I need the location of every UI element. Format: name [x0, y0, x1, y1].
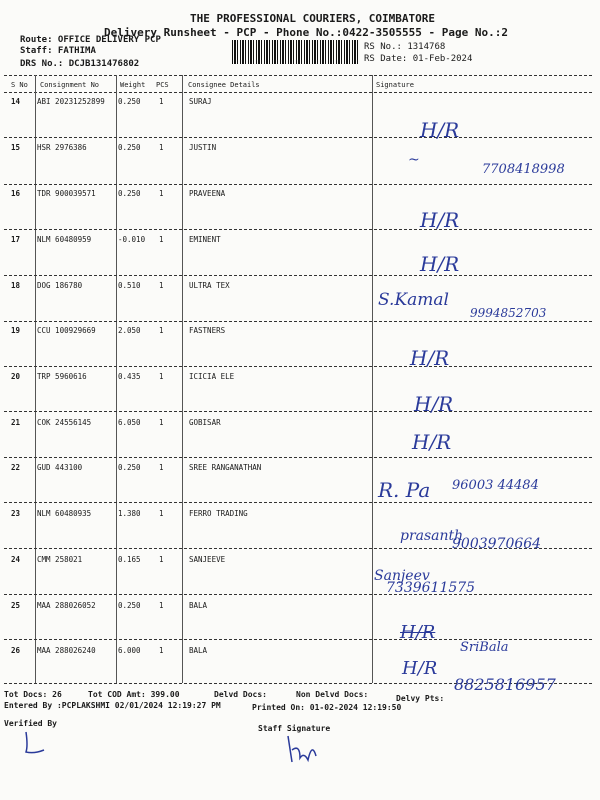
- row-sno: 19: [11, 326, 21, 335]
- signature-phone: 7708418998: [482, 162, 565, 177]
- row-pcs: 1: [159, 97, 164, 106]
- signature-name: Sanjeev: [374, 568, 430, 584]
- signature-phone: 9003970664: [452, 536, 542, 552]
- row-consignment: MAA 288026052: [37, 601, 96, 610]
- row-pcs: 1: [159, 235, 164, 244]
- row-pcs: 1: [159, 143, 164, 152]
- rs-date: RS Date: 01-Feb-2024: [364, 54, 473, 64]
- barcode: [232, 40, 358, 64]
- row-weight: 0.250: [118, 143, 141, 152]
- table-row: [0, 97, 600, 141]
- signature-phone: 8825816957: [454, 675, 556, 694]
- signature-hr: H/R: [410, 346, 450, 370]
- signature-phone: 7339611575: [386, 580, 476, 596]
- row-sno: 18: [11, 281, 21, 290]
- table-row: [0, 372, 600, 416]
- col-header-signature: Signature: [376, 81, 414, 89]
- row-pcs: 1: [159, 372, 164, 381]
- row-rule: [4, 594, 592, 595]
- table-row: [0, 555, 600, 599]
- row-weight: 0.510: [118, 281, 141, 290]
- row-consignee: GOBISAR: [189, 418, 221, 427]
- delivery-points: Delvy Pts:: [396, 694, 445, 703]
- row-weight: 0.165: [118, 555, 141, 564]
- row-pcs: 1: [159, 463, 164, 472]
- row-pcs: 1: [159, 189, 164, 198]
- col-header-pcs: PCS: [156, 81, 169, 89]
- row-consignee: ICICIA ELE: [189, 372, 235, 381]
- row-consignment: NLM 60480959: [37, 235, 92, 244]
- row-consignee: BALA: [189, 646, 208, 655]
- row-sno: 21: [11, 418, 21, 427]
- row-consignment: TRP 5960616: [37, 372, 87, 381]
- row-sno: 24: [11, 555, 21, 564]
- row-rule: [4, 184, 592, 185]
- row-sno: 16: [11, 189, 21, 198]
- row-weight: 0.250: [118, 189, 141, 198]
- printed-on: Printed On: 01-02-2024 12:19:50: [252, 703, 402, 712]
- signature-hr: H/R: [420, 208, 460, 232]
- row-weight: 0.250: [118, 601, 141, 610]
- total-cod: Tot COD Amt: 399.00: [88, 690, 180, 699]
- col-header-weight: Weight: [120, 81, 146, 89]
- row-consignment: HSR 2976386: [37, 143, 87, 152]
- table-row: [0, 326, 600, 370]
- total-docs: Tot Docs: 26: [4, 690, 62, 699]
- signature-hr-struck: H/R: [400, 622, 436, 643]
- row-consignment: MAA 288026240: [37, 646, 96, 655]
- row-weight: 0.435: [118, 372, 141, 381]
- row-consignee: SREE RANGANATHAN: [189, 463, 262, 472]
- drs-number: DRS No.: DCJB131476802: [20, 59, 140, 69]
- table-head-rule: [4, 92, 592, 93]
- signature-phone: 9994852703: [470, 306, 547, 320]
- row-weight: 1.380: [118, 509, 141, 518]
- col-header-sno: S No: [11, 81, 28, 89]
- row-pcs: 1: [159, 418, 164, 427]
- row-pcs: 1: [159, 281, 164, 290]
- row-rule: [4, 275, 592, 276]
- rs-number: RS No.: 1314768: [364, 42, 446, 52]
- signature-phone: 96003 44484: [452, 478, 539, 493]
- signature-hr: H/R: [420, 252, 460, 276]
- row-weight: 6.000: [118, 646, 141, 655]
- row-consignee: SURAJ: [189, 97, 212, 106]
- staff-signature-label: Staff Signature: [258, 724, 331, 733]
- row-sno: 26: [11, 646, 21, 655]
- row-consignment: GUD 443100: [37, 463, 83, 472]
- row-sno: 25: [11, 601, 21, 610]
- table-row: [0, 235, 600, 279]
- row-consignee: BALA: [189, 601, 208, 610]
- row-consignee: JUSTIN: [189, 143, 217, 152]
- signature-scribble: ~: [408, 152, 420, 168]
- row-consignee: FERRO TRADING: [189, 509, 248, 518]
- row-consignment: NLM 60480935: [37, 509, 92, 518]
- signature-name: SriBala: [460, 640, 509, 655]
- row-weight: -0.010: [118, 235, 146, 244]
- row-rule: [4, 457, 592, 458]
- row-consignment: CMM 258021: [37, 555, 83, 564]
- row-pcs: 1: [159, 646, 164, 655]
- row-consignment: CCU 100929669: [37, 326, 96, 335]
- non-delivered-docs: Non Delvd Docs:: [296, 690, 369, 699]
- row-consignment: COK 24556145: [37, 418, 92, 427]
- row-weight: 6.050: [118, 418, 141, 427]
- signature-hr: H/R: [412, 430, 452, 454]
- row-rule: [4, 366, 592, 367]
- verifier-signature: [18, 730, 58, 756]
- row-rule: [4, 502, 592, 503]
- company-title: THE PROFESSIONAL COURIERS, COIMBATORE: [190, 12, 436, 25]
- staff-signature: [282, 732, 322, 768]
- row-consignment: ABI 20231252899: [37, 97, 105, 106]
- row-rule: [4, 137, 592, 138]
- signature-name: R. Pa: [378, 478, 431, 502]
- row-sno: 20: [11, 372, 21, 381]
- row-consignee: EMINENT: [189, 235, 221, 244]
- row-pcs: 1: [159, 601, 164, 610]
- staff-label: Staff: FATHIMA: [20, 46, 96, 56]
- verified-by-label: Verified By: [4, 719, 57, 728]
- row-consignment: DOG 186780: [37, 281, 83, 290]
- table-row: [0, 189, 600, 233]
- row-weight: 0.250: [118, 463, 141, 472]
- row-consignee: FASTNERS: [189, 326, 226, 335]
- row-sno: 22: [11, 463, 21, 472]
- signature-hr: H/R: [414, 392, 454, 416]
- col-header-consignee: Consignee Details: [188, 81, 260, 89]
- table-row: [0, 418, 600, 462]
- row-sno: 23: [11, 509, 21, 518]
- row-consignee: SANJEEVE: [189, 555, 226, 564]
- signature-hr: H/R: [402, 658, 438, 679]
- signature-name: S.Kamal: [378, 290, 449, 310]
- signature-name: prasanth: [400, 528, 464, 544]
- row-pcs: 1: [159, 326, 164, 335]
- row-consignment: TDR 900039571: [37, 189, 96, 198]
- table-top-rule: [4, 75, 592, 76]
- row-pcs: 1: [159, 555, 164, 564]
- col-header-consignment: Consignment No: [40, 81, 100, 89]
- signature-hr: H/R: [420, 118, 460, 142]
- delivered-docs: Delvd Docs:: [214, 690, 267, 699]
- row-consignee: ULTRA TEX: [189, 281, 230, 290]
- row-sno: 14: [11, 97, 21, 106]
- row-pcs: 1: [159, 509, 164, 518]
- entered-by: Entered By :PCPLAKSHMI 02/01/2024 12:19:27 PM: [4, 701, 221, 710]
- runsheet-subtitle: Delivery Runsheet - PCP - Phone No.:0422-3505555 - Page No.:2: [104, 26, 508, 39]
- row-consignee: PRAVEENA: [189, 189, 226, 198]
- row-weight: 0.250: [118, 97, 141, 106]
- row-rule: [4, 321, 592, 322]
- row-rule: [4, 411, 592, 412]
- row-sno: 15: [11, 143, 21, 152]
- row-sno: 17: [11, 235, 21, 244]
- row-weight: 2.050: [118, 326, 141, 335]
- route-label: Route: OFFICE DELIVERY PCP: [20, 35, 161, 45]
- row-rule: [4, 229, 592, 230]
